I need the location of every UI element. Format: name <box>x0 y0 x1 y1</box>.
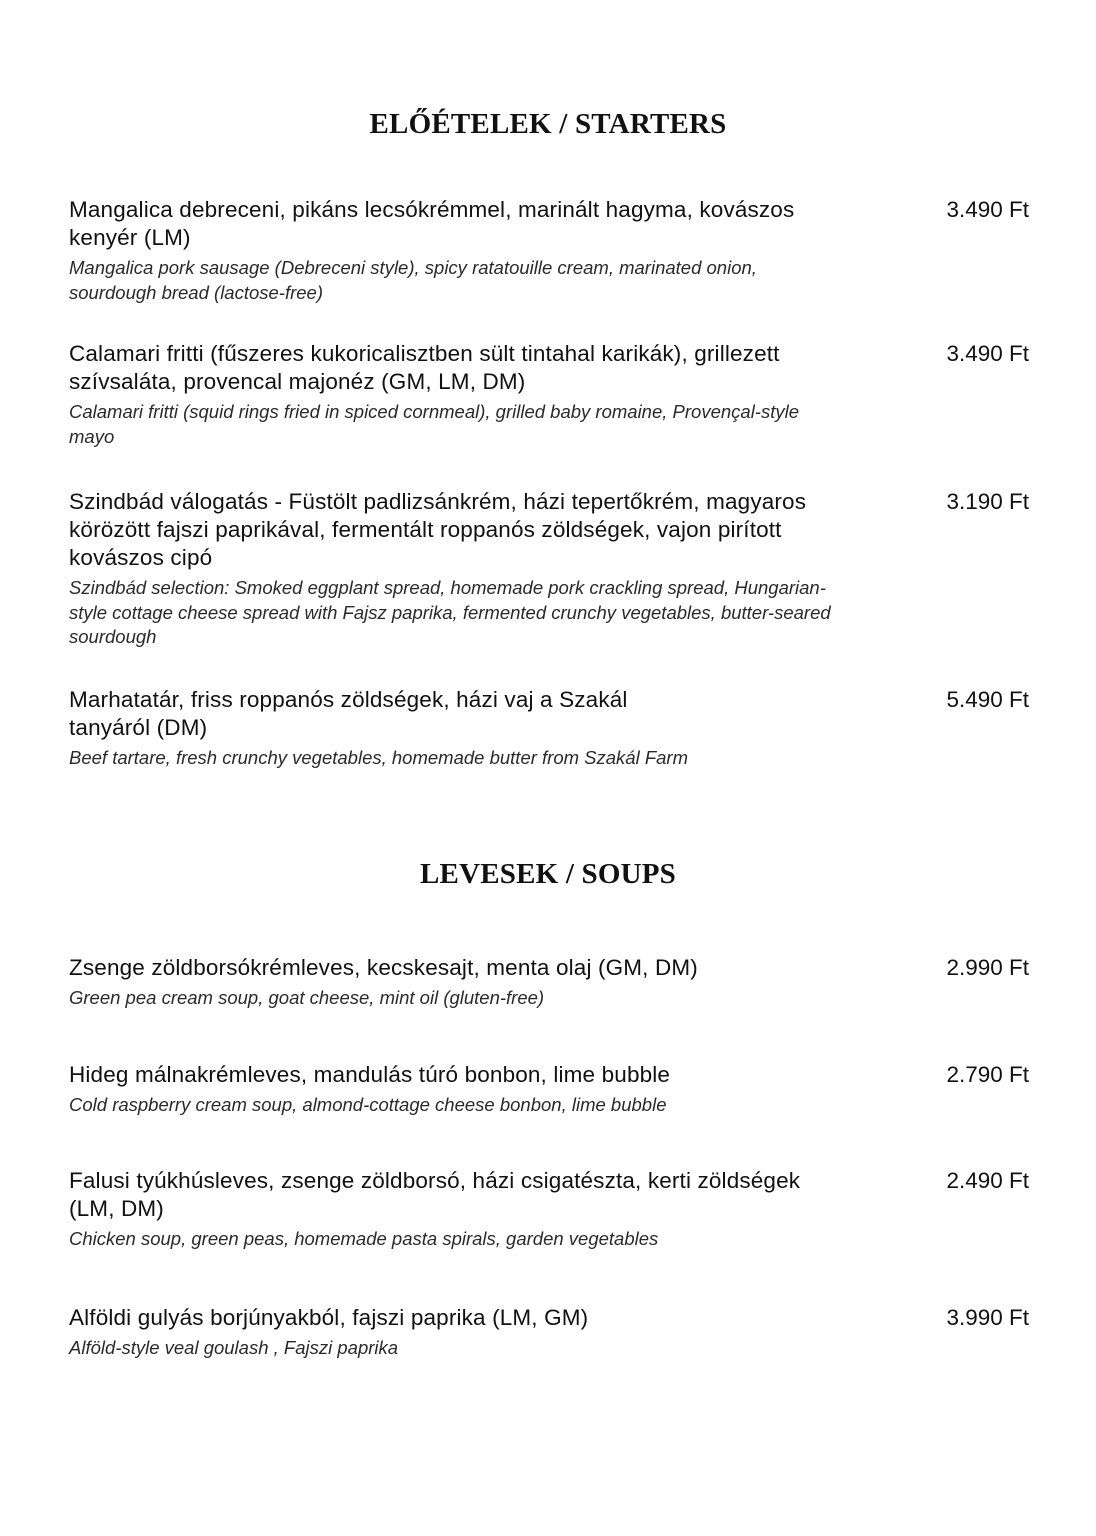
item-price: 3.490 Ft <box>946 341 1029 366</box>
item-price: 3.190 Ft <box>946 489 1029 514</box>
section-title-soups: LEVESEK / SOUPS <box>419 858 677 890</box>
item-price: 3.490 Ft <box>946 197 1029 222</box>
menu-item <box>69 196 1029 305</box>
item-description: Szindbád selection: Smoked eggplant spread, homemade pork crackling spread, Hungarian-style cottage cheese spread with Fajsz paprika, fermented crunchy vegetables, butter-seared sourdough <box>69 577 831 647</box>
menu-item <box>69 488 1029 650</box>
item-price: 2.790 Ft <box>946 1062 1029 1087</box>
item-description: Alföld-style veal goulash , Fajszi paprika <box>69 1337 399 1358</box>
item-name: Szindbád válogatás - Füstölt padlizsánkrém, házi tepertőkrém, magyaros körözött fajszi paprikával, fermentált roppanós zöldségek, vajon pirított kovászos cipó <box>69 489 807 570</box>
item-price: 5.490 Ft <box>946 687 1029 712</box>
item-name: Marhatatár, friss roppanós zöldségek, házi vaj a Szakál tanyáról (DM) <box>69 687 628 740</box>
item-description: Mangalica pork sausage (Debreceni style), spicy ratatouille cream, marinated onion, sourdough bread (lactose-free) <box>69 257 757 303</box>
menu-item <box>69 1167 1029 1252</box>
item-description: Calamari fritti (squid rings fried in spiced cornmeal), grilled baby romaine, Provençal-style mayo <box>69 401 800 447</box>
item-description: Cold raspberry cream soup, almond-cottage cheese bonbon, lime bubble <box>69 1094 667 1115</box>
menu-item <box>69 1304 1029 1361</box>
item-name: Zsenge zöldborsókrémleves, kecskesajt, menta olaj (GM, DM) <box>69 955 698 980</box>
item-name: Mangalica debreceni, pikáns lecsókrémmel, marinált hagyma, kovászos kenyér (LM) <box>69 197 795 250</box>
item-name: Falusi tyúkhúsleves, zsenge zöldborsó, házi csigatészta, kerti zöldségek (LM, DM) <box>69 1168 801 1221</box>
item-price: 2.490 Ft <box>946 1168 1029 1193</box>
menu-item <box>69 1061 1029 1118</box>
menu-item <box>69 340 1029 449</box>
item-description: Beef tartare, fresh crunchy vegetables, homemade butter from Szakál Farm <box>69 747 689 768</box>
item-description: Chicken soup, green peas, homemade pasta spirals, garden vegetables <box>69 1228 659 1249</box>
item-name: Alföldi gulyás borjúnyakból, fajszi paprika (LM, GM) <box>69 1305 589 1330</box>
section-title-starters: ELŐÉTELEK / STARTERS <box>369 108 727 140</box>
item-price: 2.990 Ft <box>946 955 1029 980</box>
item-price: 3.990 Ft <box>946 1305 1029 1330</box>
menu-item <box>69 686 1029 771</box>
menu-item <box>69 954 1029 1011</box>
item-name: Calamari fritti (fűszeres kukoricalisztben sült tintahal karikák), grillezett szívsaláta, provencal majonéz (GM, LM, DM) <box>69 341 780 394</box>
item-name: Hideg málnakrémleves, mandulás túró bonbon, lime bubble <box>69 1062 671 1087</box>
item-description: Green pea cream soup, goat cheese, mint oil (gluten-free) <box>69 987 545 1008</box>
